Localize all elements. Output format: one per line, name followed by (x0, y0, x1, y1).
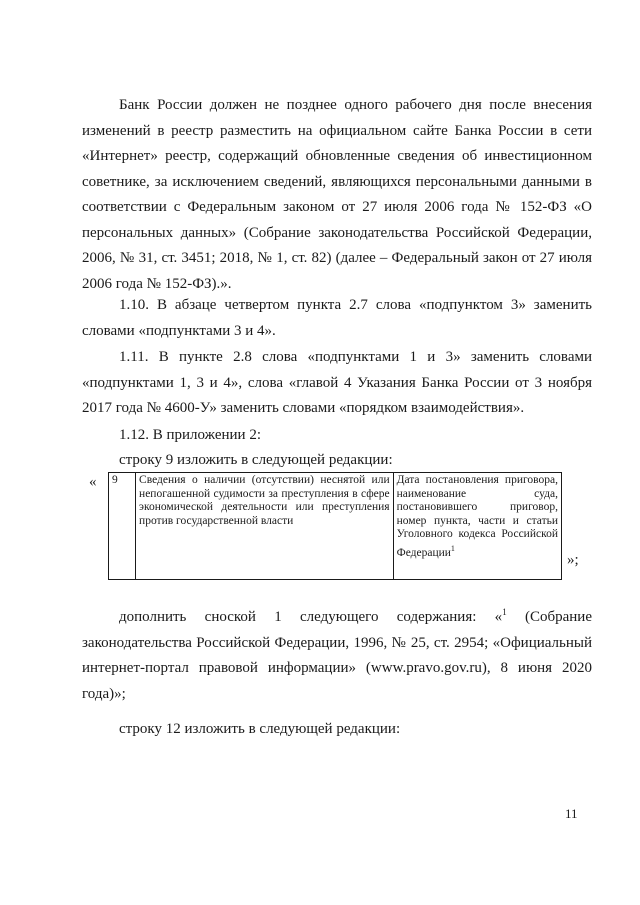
page-number: 11 (565, 806, 578, 821)
paragraph-footnote-addition (82, 600, 592, 707)
paragraph-row-9-intro: строку 9 изложить в следующей редакции: (119, 452, 393, 468)
replacement-row-table (89, 472, 589, 582)
footnote-mark: 1 (502, 607, 507, 617)
paragraph-1-10: 1.10. В абзаце четвертом пункта 2.7 слова «подпунктом 3» заменить словами «подпунктами 3 и 4». (82, 297, 592, 339)
footnote-text: (Собрание законодательства Российской Федерации, 1996, № 25, ст. 2954; «Официальный интернет-портал правовой информации» (www.pravo.gov.ru), 8 июня 2020 года)»; (82, 609, 592, 702)
row-description-cell: Сведения о наличии (отсутствии) неснятой или непогашенной судимости за преступления в сфере экономической деятельности или преступления против государственной власти (136, 473, 394, 580)
row-source-footnote-mark: 1 (450, 543, 455, 553)
table-row (109, 473, 562, 580)
row-source-text: Дата постановления приговора, наименование суда, постановившего приговор, номер пункта, части и статьи Уголовного кодекса Российской Федерации (396, 474, 558, 559)
row-source-cell (393, 473, 561, 580)
table-close-quote: »; (567, 552, 579, 568)
footnote-intro: дополнить сноской 1 следующего содержания: « (119, 609, 503, 625)
table-open-quote: « (89, 474, 97, 490)
appendix-row-9 (108, 472, 562, 580)
paragraph-bank-russia-registry: Банк России должен не позднее одного рабочего дня после внесения изменений в реестр разместить на официальном сайте Банка России в сети «Интернет» реестр, содержащий обновленные сведения об инвестиционном советнике, за исключением сведений, являющихся персональными данными в соответствии с Федеральным законом от 27 июля 2006 года № 152-ФЗ «О персональных данных» (Собрание законодательства Российской Федерации, 2006, № 31, ст. 3451; 2018, № 1, ст. 82) (далее – Федеральный закон от 27 июля 2006 года № 152-ФЗ).». (82, 97, 592, 292)
paragraph-1-11: 1.11. В пункте 2.8 слова «подпунктами 1 и 3» заменить словами «подпунктами 1, 3 и 4», слова «главой 4 Указания Банка России от 3 ноября 2017 года № 4600-У» заменить словами «порядком взаимодействия». (82, 349, 592, 416)
row-number-cell: 9 (109, 473, 136, 580)
paragraph-row-12-intro: строку 12 изложить в следующей редакции: (119, 721, 401, 737)
paragraph-1-12: 1.12. В приложении 2: (119, 427, 261, 443)
